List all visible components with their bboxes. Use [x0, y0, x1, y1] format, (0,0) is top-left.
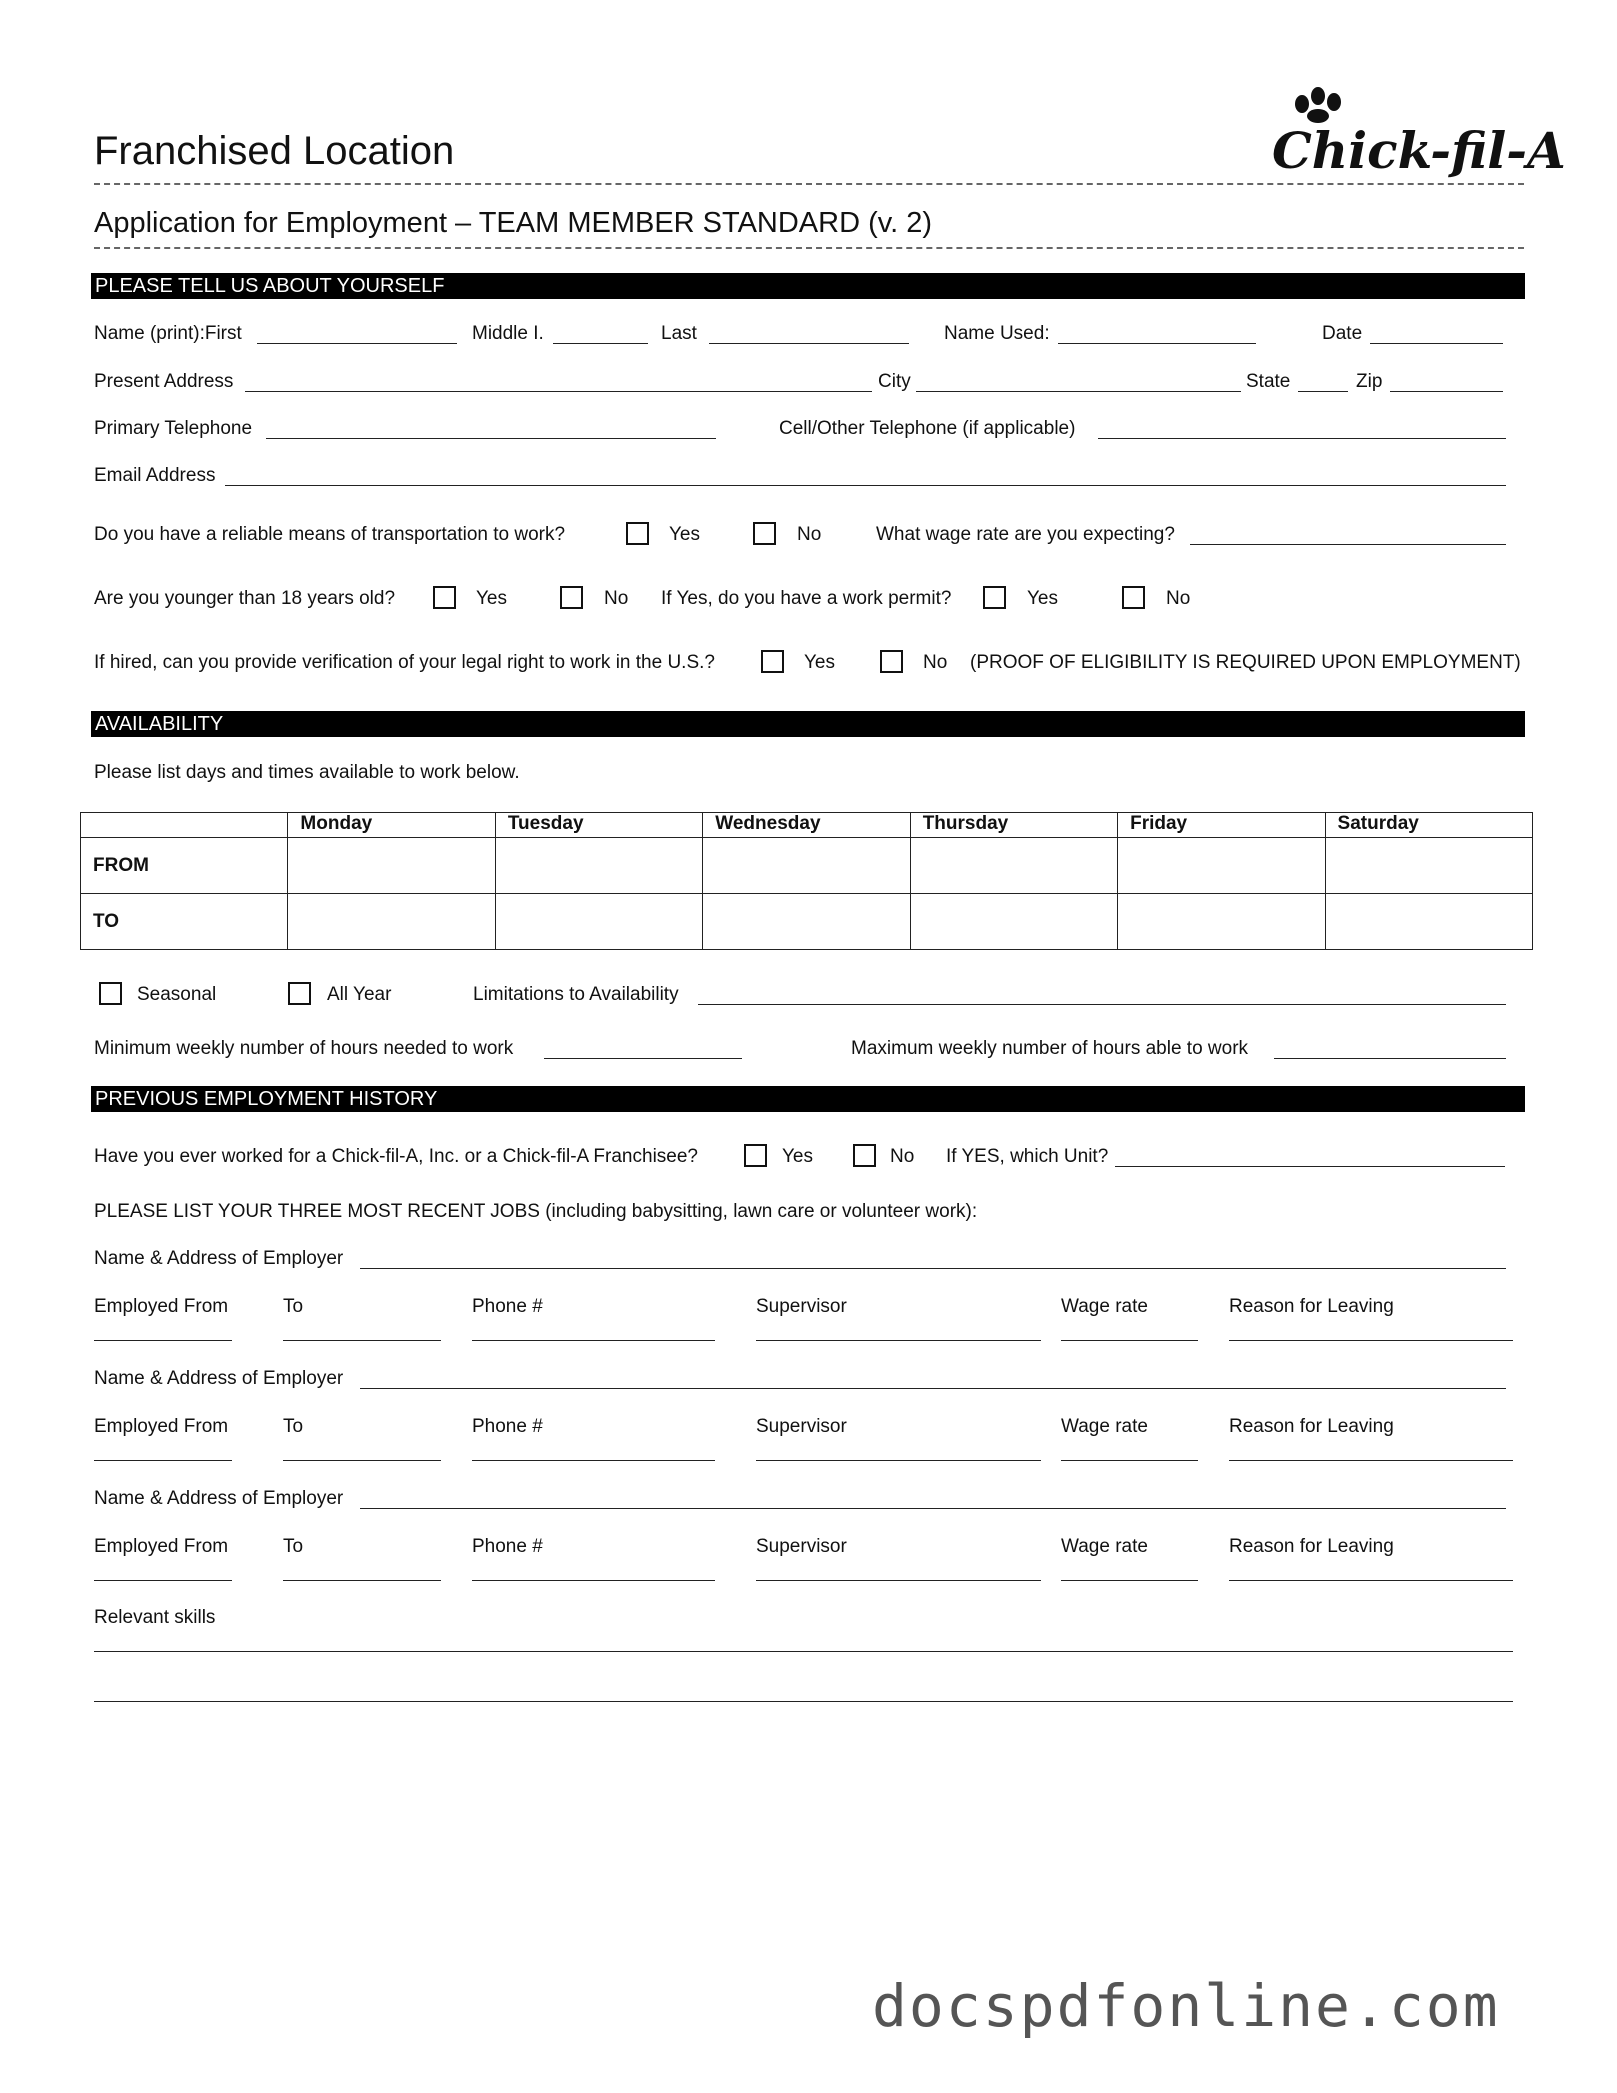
transport-no-checkbox[interactable] — [753, 522, 776, 545]
employer-field[interactable] — [360, 1508, 1506, 1509]
cfa-yes-checkbox[interactable] — [744, 1144, 767, 1167]
age-question: Are you younger than 18 years old? — [94, 588, 396, 609]
skills-field-line-1[interactable] — [94, 1651, 1513, 1652]
age-no-label: No — [604, 588, 629, 609]
legal-yes-label: Yes — [804, 652, 835, 673]
max-hours-label: Maximum weekly number of hours able to work — [851, 1038, 1249, 1059]
employer-label: Name & Address of Employer — [94, 1248, 344, 1269]
all-year-label: All Year — [327, 984, 392, 1005]
supervisor-label: Supervisor — [756, 1296, 847, 1317]
employer-field[interactable] — [360, 1268, 1506, 1269]
min-hours-label: Minimum weekly number of hours needed to work — [94, 1038, 514, 1059]
middle-initial-label: Middle I. — [472, 323, 544, 344]
city-field[interactable] — [916, 391, 1241, 392]
employer-label: Name & Address of Employer — [94, 1488, 344, 1509]
age-yes-label: Yes — [476, 588, 507, 609]
age-yes-checkbox[interactable] — [433, 586, 456, 609]
watermark: docspdfonline.com — [872, 1972, 1500, 2040]
cell-phone-label: Cell/Other Telephone (if applicable) — [779, 418, 1076, 439]
middle-initial-field[interactable] — [553, 343, 648, 344]
form-subtitle: Application for Employment – TEAM MEMBER STANDARD (v. 2) — [94, 207, 932, 239]
age-no-checkbox[interactable] — [560, 586, 583, 609]
permit-no-label: No — [1166, 588, 1191, 609]
header-divider — [94, 183, 1524, 185]
cell-phone-field[interactable] — [1098, 438, 1506, 439]
section-header-history: PREVIOUS EMPLOYMENT HISTORY — [91, 1086, 1525, 1112]
email-field[interactable] — [225, 485, 1506, 486]
employed-from-field[interactable] — [94, 1340, 232, 1341]
first-name-field[interactable] — [257, 343, 457, 344]
state-label: State — [1246, 371, 1291, 392]
reason-label: Reason for Leaving — [1229, 1416, 1394, 1437]
cfa-question: Have you ever worked for a Chick-fil-A, Inc. or a Chick-fil-A Franchisee? — [94, 1146, 698, 1167]
legal-question: If hired, can you provide verification of your legal right to work in the U.S.? — [94, 652, 715, 673]
last-name-label: Last — [661, 323, 697, 344]
chick-fil-a-logo — [1270, 82, 1566, 182]
wage-question: What wage rate are you expecting? — [876, 524, 1175, 545]
date-field[interactable] — [1370, 343, 1503, 344]
phone-label: Phone # — [472, 1296, 543, 1317]
availability-cell[interactable] — [1325, 894, 1532, 950]
employed-from-label: Employed From — [94, 1536, 229, 1557]
skills-field-line-2[interactable] — [94, 1701, 1513, 1702]
employed-to-field[interactable] — [283, 1460, 441, 1461]
table-row — [81, 894, 1533, 950]
permit-yes-label: Yes — [1027, 588, 1058, 609]
email-label: Email Address — [94, 465, 216, 486]
day-header: Friday — [1118, 813, 1325, 838]
transport-no-label: No — [797, 524, 822, 545]
reason-label: Reason for Leaving — [1229, 1296, 1394, 1317]
availability-cell[interactable] — [910, 838, 1117, 894]
page-title: Franchised Location — [94, 129, 455, 173]
city-label: City — [878, 371, 911, 392]
transport-question: Do you have a reliable means of transportation to work? — [94, 524, 566, 545]
availability-cell[interactable] — [910, 894, 1117, 950]
unit-label: If YES, which Unit? — [946, 1146, 1109, 1167]
reason-field[interactable] — [1229, 1580, 1513, 1581]
to-label: To — [283, 1536, 304, 1557]
availability-table — [80, 812, 1533, 950]
permit-question: If Yes, do you have a work permit? — [661, 588, 952, 609]
zip-label: Zip — [1356, 371, 1383, 392]
table-header-row — [81, 813, 1533, 838]
zip-field[interactable] — [1390, 391, 1503, 392]
max-hours-field[interactable] — [1274, 1058, 1506, 1059]
primary-phone-label: Primary Telephone — [94, 418, 253, 439]
availability-cell[interactable] — [703, 838, 910, 894]
supervisor-label: Supervisor — [756, 1416, 847, 1437]
phone-label: Phone # — [472, 1536, 543, 1557]
legal-no-checkbox[interactable] — [880, 650, 903, 673]
employer-field[interactable] — [360, 1388, 1506, 1389]
cfa-no-label: No — [890, 1146, 915, 1167]
limitations-field[interactable] — [698, 1004, 1506, 1005]
legal-no-label: No — [923, 652, 948, 673]
name-used-field[interactable] — [1058, 343, 1256, 344]
row-label-to: TO — [81, 894, 288, 950]
day-header: Wednesday — [703, 813, 910, 838]
day-header: Saturday — [1325, 813, 1532, 838]
address-field[interactable] — [245, 391, 872, 392]
availability-cell[interactable] — [495, 894, 702, 950]
row-label-from: FROM — [81, 838, 288, 894]
wage-field[interactable] — [1061, 1460, 1198, 1461]
employed-to-field[interactable] — [283, 1340, 441, 1341]
employer-label: Name & Address of Employer — [94, 1368, 344, 1389]
availability-cell[interactable] — [703, 894, 910, 950]
availability-cell[interactable] — [1118, 894, 1325, 950]
supervisor-field[interactable] — [756, 1340, 1041, 1341]
state-field[interactable] — [1298, 391, 1348, 392]
phone-label: Phone # — [472, 1416, 543, 1437]
primary-phone-field[interactable] — [266, 438, 716, 439]
reason-field[interactable] — [1229, 1460, 1513, 1461]
to-label: To — [283, 1416, 304, 1437]
all-year-checkbox[interactable] — [288, 982, 311, 1005]
name-used-label: Name Used: — [944, 323, 1050, 344]
jobs-instruction: PLEASE LIST YOUR THREE MOST RECENT JOBS (including babysitting, lawn care or volunteer work): — [94, 1201, 978, 1222]
subtitle-divider — [94, 247, 1524, 249]
reason-label: Reason for Leaving — [1229, 1536, 1394, 1557]
day-header: Monday — [288, 813, 495, 838]
limitations-label: Limitations to Availability — [473, 984, 679, 1005]
supervisor-field[interactable] — [756, 1580, 1041, 1581]
permit-no-checkbox[interactable] — [1122, 586, 1145, 609]
last-name-field[interactable] — [709, 343, 909, 344]
to-label: To — [283, 1296, 304, 1317]
availability-cell[interactable] — [1325, 838, 1532, 894]
availability-cell[interactable] — [288, 894, 495, 950]
seasonal-label: Seasonal — [137, 984, 217, 1005]
seasonal-checkbox[interactable] — [99, 982, 122, 1005]
availability-cell[interactable] — [1118, 838, 1325, 894]
transport-yes-label: Yes — [669, 524, 700, 545]
date-label: Date — [1322, 323, 1363, 344]
employed-from-field[interactable] — [94, 1460, 232, 1461]
wage-label: Wage rate — [1061, 1416, 1148, 1437]
cfa-no-checkbox[interactable] — [853, 1144, 876, 1167]
expected-wage-field[interactable] — [1190, 544, 1506, 545]
section-header-availability: AVAILABILITY — [91, 711, 1525, 737]
proof-note: (PROOF OF ELIGIBILITY IS REQUIRED UPON EMPLOYMENT) — [970, 652, 1521, 673]
availability-instruction: Please list days and times available to work below. — [94, 762, 520, 783]
wage-label: Wage rate — [1061, 1296, 1148, 1317]
supervisor-label: Supervisor — [756, 1536, 847, 1557]
availability-cell[interactable] — [495, 838, 702, 894]
legal-yes-checkbox[interactable] — [761, 650, 784, 673]
skills-label: Relevant skills — [94, 1607, 216, 1628]
phone-field[interactable] — [472, 1340, 715, 1341]
section-header-about: PLEASE TELL US ABOUT YOURSELF — [91, 273, 1525, 299]
availability-cell[interactable] — [288, 838, 495, 894]
wage-label: Wage rate — [1061, 1536, 1148, 1557]
employed-to-field[interactable] — [283, 1580, 441, 1581]
phone-field[interactable] — [472, 1460, 715, 1461]
table-row — [81, 838, 1533, 894]
day-header: Thursday — [910, 813, 1117, 838]
employed-from-label: Employed From — [94, 1296, 229, 1317]
supervisor-field[interactable] — [756, 1460, 1041, 1461]
cfa-yes-label: Yes — [782, 1146, 813, 1167]
wage-field[interactable] — [1061, 1340, 1198, 1341]
wage-field[interactable] — [1061, 1580, 1198, 1581]
permit-yes-checkbox[interactable] — [983, 586, 1006, 609]
logo-text: Chick-fil-A — [1272, 121, 1566, 180]
min-hours-field[interactable] — [544, 1058, 742, 1059]
employed-from-label: Employed From — [94, 1416, 229, 1437]
day-header: Tuesday — [495, 813, 702, 838]
reason-field[interactable] — [1229, 1340, 1513, 1341]
table-corner — [81, 813, 288, 838]
employed-from-field[interactable] — [94, 1580, 232, 1581]
phone-field[interactable] — [472, 1580, 715, 1581]
unit-field[interactable] — [1115, 1166, 1505, 1167]
transport-yes-checkbox[interactable] — [626, 522, 649, 545]
first-name-label: Name (print):First — [94, 323, 242, 344]
address-label: Present Address — [94, 371, 234, 392]
